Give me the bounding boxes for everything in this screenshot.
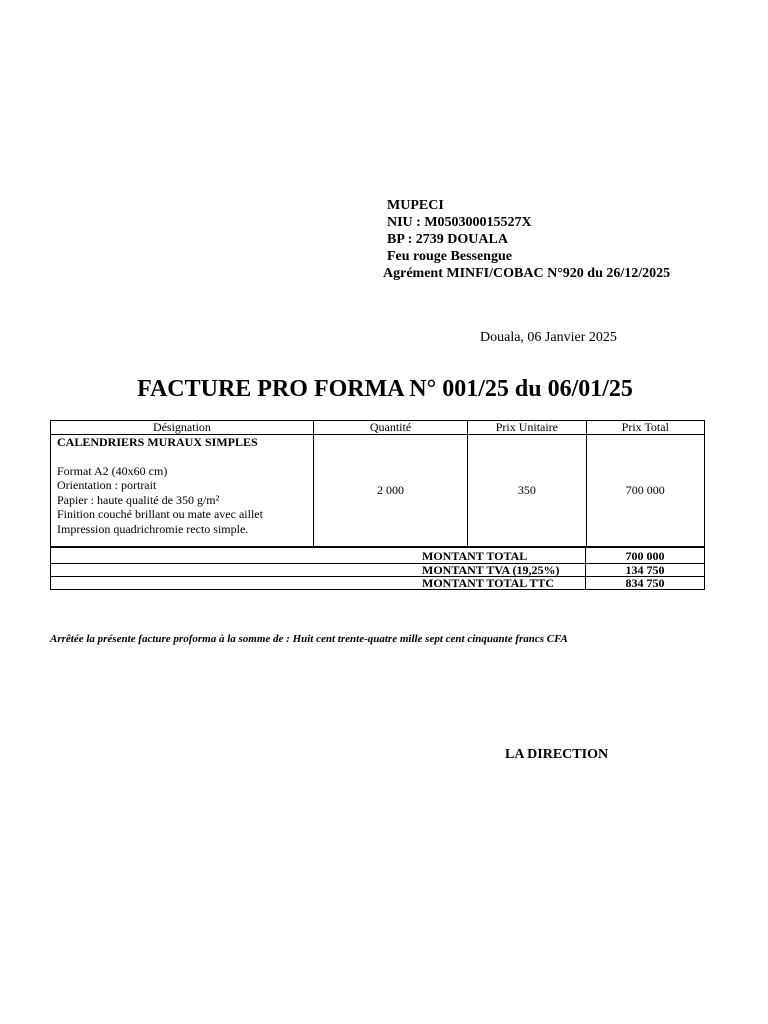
- header-quantity: Quantité: [313, 421, 467, 435]
- item-detail: Finition couché brillant ou mate avec aillet: [57, 507, 263, 521]
- table-header-row: [51, 421, 705, 435]
- client-agrement: Agrément MINFI/COBAC N°920 du 26/12/2025: [383, 266, 671, 281]
- header-designation: Désignation: [51, 421, 314, 435]
- ttc-label: MONTANT TOTAL TTC: [51, 577, 586, 590]
- total-row: [51, 548, 705, 564]
- item-detail: Orientation : portrait: [57, 478, 157, 492]
- item-detail: Format A2 (40x60 cm): [57, 463, 168, 478]
- invoice-items-table: [50, 420, 705, 547]
- total-label: MONTANT TOTAL: [51, 548, 586, 564]
- item-total-price: 700 000: [586, 435, 704, 547]
- invoice-title: FACTURE PRO FORMA N° 001/25 du 06/01/25: [137, 376, 633, 402]
- table-row: [51, 435, 705, 547]
- client-niu: NIU : M050300015527X: [387, 215, 532, 230]
- amount-in-words: Arrêtée la présente facture proforma à la somme de : Huit cent trente-quatre mille sept cent cinquante francs CFA: [50, 633, 568, 645]
- client-bp: BP : 2739 DOUALA: [387, 232, 508, 247]
- item-designation: [51, 435, 314, 547]
- place-date: Douala, 06 Janvier 2025: [480, 330, 617, 345]
- ttc-row: [51, 577, 705, 590]
- client-block: [383, 197, 671, 282]
- header-unit-price: Prix Unitaire: [468, 421, 586, 435]
- ttc-value: 834 750: [586, 577, 705, 590]
- item-title: CALENDRIERS MURAUX SIMPLES: [57, 435, 258, 449]
- totals-table: [50, 547, 705, 590]
- tva-value: 134 750: [586, 564, 705, 577]
- item-unit-price: 350: [468, 435, 586, 547]
- item-detail: Papier : haute qualité de 350 g/m²: [57, 492, 220, 507]
- tva-label: MONTANT TVA (19,25%): [51, 564, 586, 577]
- item-detail: Impression quadrichromie recto simple.: [57, 521, 249, 536]
- total-value: 700 000: [586, 548, 705, 564]
- signature-label: LA DIRECTION: [505, 747, 609, 762]
- item-quantity: 2 000: [313, 435, 467, 547]
- tva-row: [51, 564, 705, 577]
- client-address: Feu rouge Bessengue: [387, 249, 512, 264]
- header-total-price: Prix Total: [586, 421, 704, 435]
- client-name: MUPECI: [387, 198, 444, 213]
